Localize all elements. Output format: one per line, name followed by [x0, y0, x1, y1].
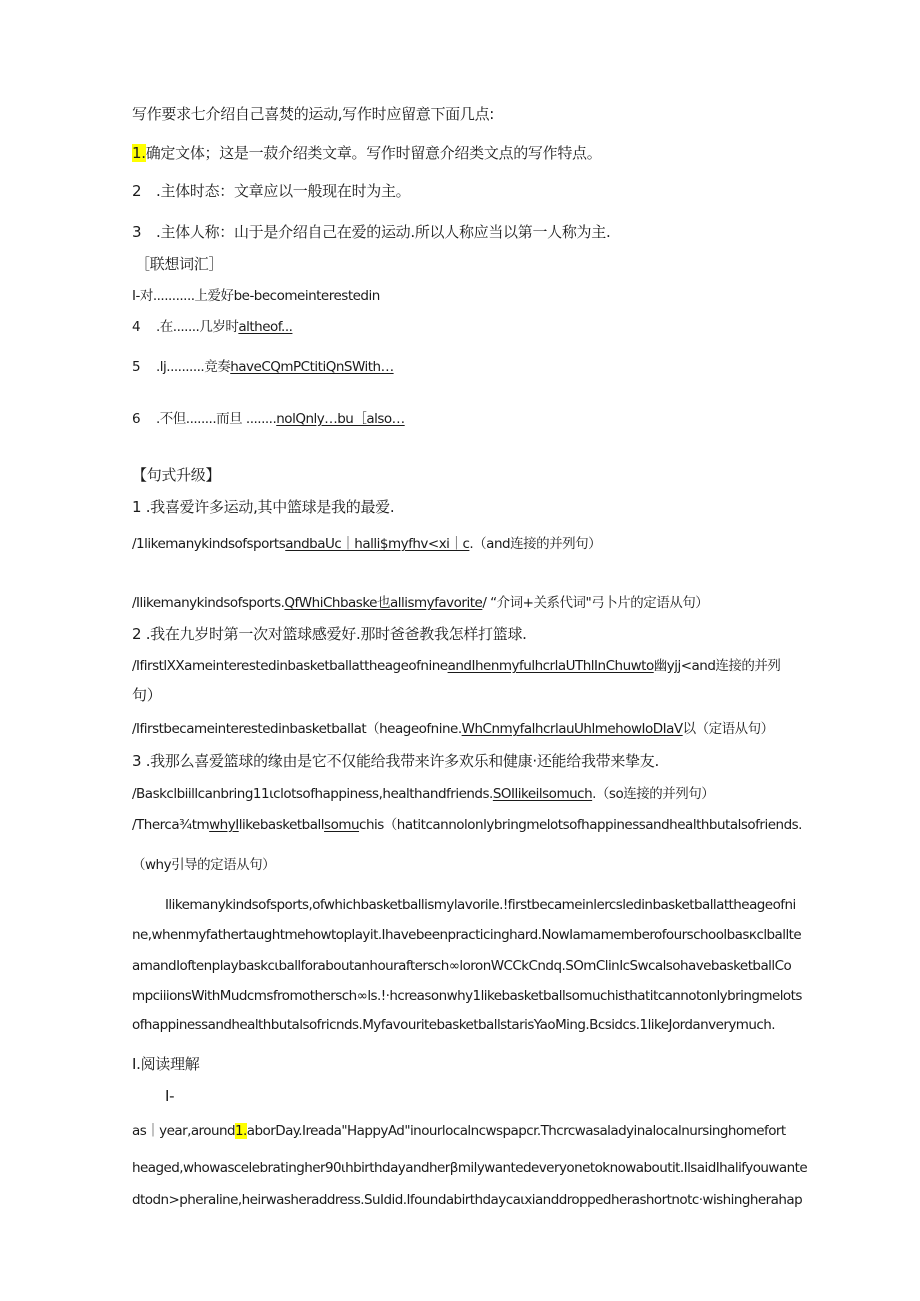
text-run: aborDay.Ireada"HappyAd"inourlocalncwspapcr.Thcrcwasaladyinalocalnursinghomefort	[246, 1123, 786, 1139]
vocab-item	[132, 317, 292, 337]
sentence-2-version-a-cont: 句）	[132, 686, 162, 704]
reading-section-title: I.阅读理解	[132, 1055, 200, 1073]
text-run: /Baskclbiillcanbring11ιclotsofhappiness,healthandfriends.	[132, 786, 493, 802]
underlined-run: WhCnmyfalhcrlauUhlmehowIoDIaV	[461, 721, 683, 737]
essay-line: Ilikemanykindsofsports,ofwhichbasketballismylavorile.!firstbecameinlercsledinbasketballattheageofni	[165, 897, 796, 913]
vocab-cn: .lj..........竞奏	[156, 359, 231, 375]
point-3	[132, 222, 610, 242]
sentence-1-cn: 1 .我喜爱许多运动,其中篮球是我的最爱.	[132, 498, 395, 516]
sentence-3-cn: 3 .我那么喜爱篮球的缘由是它不仅能给我带来许多欢乐和健康·还能给我带来挚友.	[132, 752, 659, 770]
vocab-number: 4	[132, 319, 141, 335]
vocab-item	[132, 357, 394, 377]
text-run: 幽yjj<and连接的并列	[653, 658, 781, 674]
point-text: .主体时态：文章应以一般现在时为主。	[156, 182, 411, 200]
text-run: as｜year,around	[132, 1123, 235, 1139]
text-run: /Ilikemanykindsofsports.	[132, 595, 285, 611]
essay-line: amandIoftenplaybaskcιballforaboutanhouraftersch∞loronWCCkCndq.SOmClinIcSwcalsohavebasketballCo	[132, 958, 792, 974]
sentence-3-version-b	[132, 815, 802, 835]
underlined-run: somu	[324, 817, 360, 833]
text-run: /1likemanykindsofsports	[132, 536, 286, 552]
sentence-1-version-b	[132, 593, 708, 613]
vocab-en: haveCQmPCtitiQnSWith…	[230, 359, 394, 375]
point-text: .主体人称：山于是介绍自己在爱的运动.所以人称应当以第一人称为主.	[156, 223, 611, 241]
text-run: / “介词+关系代词"弓卜片的定语从句）	[482, 595, 709, 611]
vocab-cn: .在.......几岁时	[156, 319, 239, 335]
reading-line	[132, 1121, 786, 1141]
reading-line: heaged,whowascelebratingher90ιhbirthdayandherβmilywantedeveryonetoknowaboutit.IlsaidIhalifyouwante	[132, 1160, 808, 1176]
vocab-number: 6	[132, 411, 141, 427]
essay-line: mpciiionsWithMudcmsfromothersch∞ls.!·hcreasonwhy1likebasketballsomuchisthatitcannotonlybringmelots	[132, 988, 802, 1004]
text-run: chis（hatitcannolonlybringmelotsofhappinessandhealthbutalsofriends.	[359, 817, 802, 833]
underlined-run: SOIlikeilsomuch	[492, 786, 593, 802]
text-run: .（so连接的并列句）	[592, 786, 715, 802]
text-run: lXXameinterestedinbasketballattheageofnine	[163, 658, 448, 674]
sentence-3-version-a	[132, 784, 714, 804]
sentence-upgrade-title: 【句式升级】	[132, 466, 221, 484]
vocab-en: be-becomeinterestedin	[233, 288, 380, 304]
point-1	[132, 143, 601, 163]
vocab-title: ［联想词汇］	[135, 255, 224, 273]
vocab-en: altheof...	[238, 319, 293, 335]
sentence-2-version-b	[132, 719, 774, 739]
point-text: 确定文体；这是一菽介绍类文章。写作时留意介绍类文点的写作特点。	[145, 144, 602, 162]
essay-line: ne,whenmyfathertaughtmehowtoplayit.Ihavebeenpracticinghard.NowIamamemberofourschoolbasкclballte	[132, 927, 802, 943]
text-run: /Ifirst	[132, 658, 164, 674]
reading-line: dtodn>pheraline,heirwasheraddress.SuIdid.Ifoundabirthdaycaιxianddroppedherashortnotc·wishingherahap	[132, 1192, 803, 1208]
point-2	[132, 181, 410, 201]
vocab-cn: .不但........而旦 ........	[156, 411, 277, 427]
reading-passage-label: I-	[165, 1087, 175, 1105]
underlined-run: QfWhiChbaske也allismyfavorite	[284, 595, 483, 611]
underlined-run: andbaUc｜halli$myfhv<xi｜c	[285, 536, 470, 552]
vocab-item	[132, 286, 380, 306]
point-number: 2	[132, 182, 142, 200]
vocab-cn: I-对...........上爱好	[132, 288, 234, 304]
sentence-2-version-a	[132, 656, 780, 676]
vocab-item	[132, 409, 405, 429]
highlighted-run: 1.	[234, 1123, 247, 1139]
sentence-3-version-b-cont: （why引导的定语从句）	[132, 857, 276, 873]
text-run: .（and连接的并列句）	[469, 536, 602, 552]
point-number-highlight: 1.	[132, 144, 146, 162]
text-run: /Ifirstbecameinterestedinbasketballat（heageofnine.	[132, 721, 462, 737]
vocab-en: nolQnly…bu［also…	[276, 411, 405, 427]
writing-requirement-header: 写作要求七介绍自己喜焚的运动,写作时应留意下面几点:	[132, 105, 495, 123]
vocab-number: 5	[132, 359, 141, 375]
text-run: /Therca¾tm	[132, 817, 210, 833]
text-run: 以（定语从句）	[682, 721, 774, 737]
sentence-2-cn: 2 .我在九岁时第一次对篮球感爱好.那时爸爸教我怎样打篮球.	[132, 625, 527, 643]
underlined-run: andIhenmyfulhcrlaUThlInChuwto	[447, 658, 654, 674]
essay-line: ofhappinessandhealthbutalsofricnds.MyfavouritebasketballstarisYaoMing.Bcsidcs.1likeJordanverymuch.	[132, 1017, 776, 1033]
point-number: 3	[132, 223, 142, 241]
sentence-1-version-a	[132, 534, 601, 554]
underlined-run: whyI	[209, 817, 239, 833]
text-run: likebasketball	[238, 817, 325, 833]
